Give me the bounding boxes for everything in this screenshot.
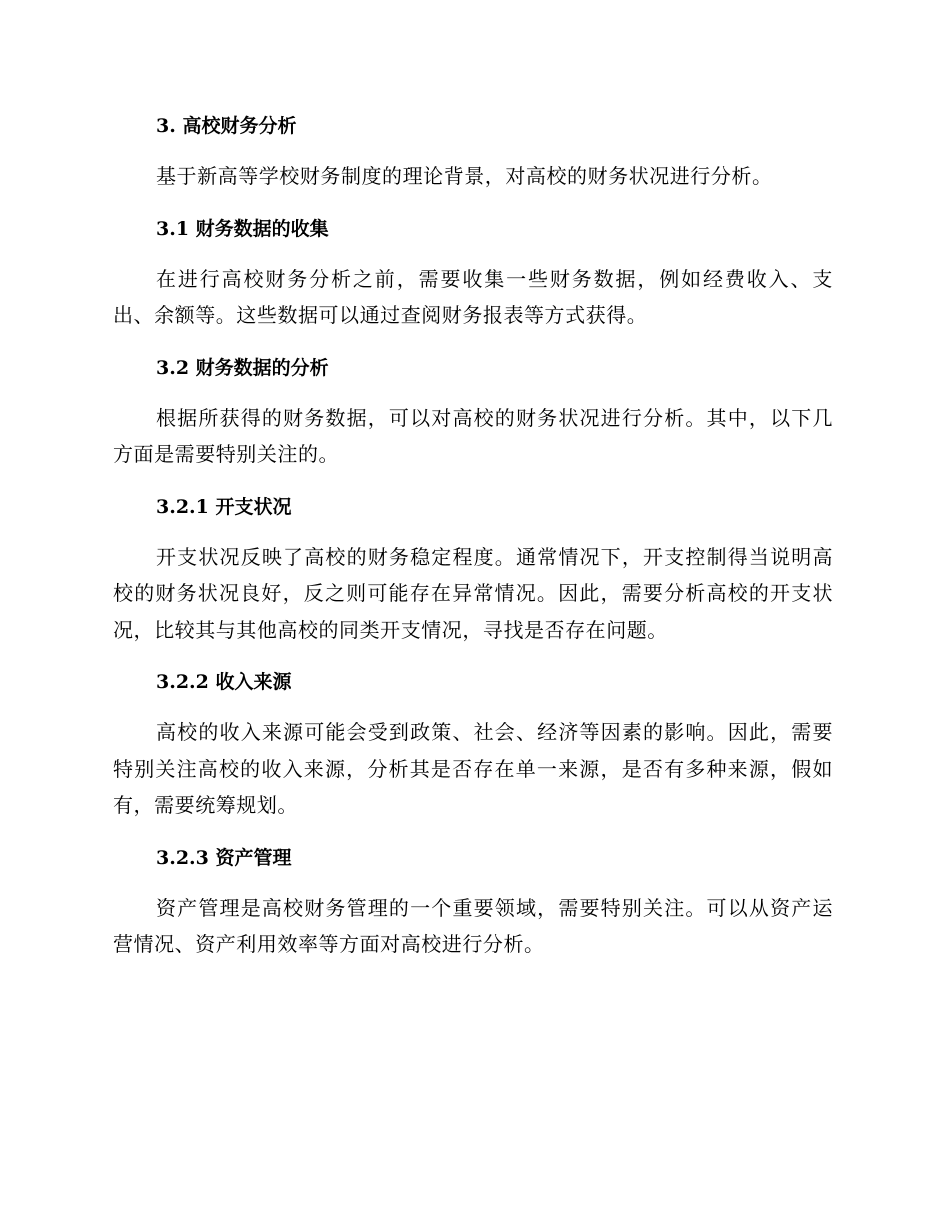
- section-paragraph: 在进行高校财务分析之前，需要收集一些财务数据，例如经费收入、支出、余额等。这些数据可以通过查阅财务报表等方式获得。: [113, 266, 833, 327]
- section-heading: 3.1 财务数据的收集: [156, 217, 329, 240]
- section-heading: 3.2.2 收入来源: [156, 671, 292, 693]
- section-heading: 3. 高校财务分析: [156, 115, 297, 137]
- section-paragraph: 开支状况反映了高校的财务稳定程度。通常情况下，开支控制得当说明高校的财务状况良好，反之则可能存在异常情况。因此，需要分析高校的开支状况，比较其与其他高校的同类开支情况，寻找是否存在问题。: [113, 544, 833, 642]
- section-paragraph: 根据所获得的财务数据，可以对高校的财务状况进行分析。其中，以下几方面是需要特别关注的。: [113, 405, 833, 466]
- section-heading: 3.2.3 资产管理: [156, 846, 292, 869]
- section-paragraph: 资产管理是高校财务管理的一个重要领域，需要特别关注。可以从资产运营情况、资产利用效率等方面对高校进行分析。: [113, 895, 833, 956]
- section-paragraph: 高校的收入来源可能会受到政策、社会、经济等因素的影响。因此，需要特别关注高校的收入来源，分析其是否存在单一来源，是否有多种来源，假如有，需要统筹规划。: [113, 720, 833, 817]
- section-heading: 3.2.1 开支状况: [156, 495, 292, 518]
- section-heading: 3.2 财务数据的分析: [156, 356, 329, 379]
- section-paragraph: 基于新高等学校财务制度的理论背景，对高校的财务状况进行分析。: [156, 164, 773, 188]
- document-body: [113, 108, 833, 963]
